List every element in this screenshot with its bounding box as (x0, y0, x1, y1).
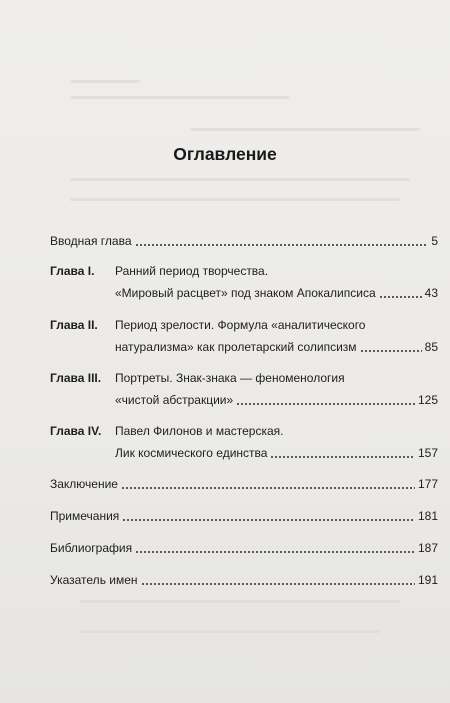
toc-page-number: 125 (417, 393, 438, 407)
toc-entry-chapter-4-cont[interactable] (115, 446, 438, 462)
dot-leader (135, 551, 415, 553)
dot-leader (141, 583, 415, 585)
toc-entry-title: Заключение (50, 477, 118, 491)
toc-page-number: 181 (417, 509, 438, 523)
dot-leader (360, 350, 422, 352)
toc-entry-title-cont: «Мировый расцвет» под знаком Апокалипсиса (115, 286, 376, 300)
toc-entry-chapter-1-cont[interactable] (115, 286, 438, 302)
toc-page-number: 43 (424, 286, 438, 300)
chapter-number: Глава IV. (50, 424, 102, 438)
toc-entry-title-cont: натурализма» как пролетарский солипсизм (115, 340, 357, 354)
toc-entry-notes[interactable] (50, 509, 438, 525)
toc-page-number: 191 (417, 573, 438, 587)
dot-leader (270, 456, 415, 458)
toc-entry-chapter-2[interactable] (50, 318, 438, 334)
toc-entry-title-cont: «чистой абстракции» (115, 393, 234, 407)
toc-page-number: 177 (417, 477, 438, 491)
chapter-number: Глава II. (50, 318, 98, 332)
toc-entry-bibliography[interactable] (50, 541, 438, 557)
toc-entry-title: Период зрелости. Формула «аналитического (115, 318, 366, 332)
toc-page-number: 157 (417, 446, 438, 460)
page-title: Оглавление (173, 144, 277, 164)
toc-entry-title: Портреты. Знак-знака — феноменология (115, 371, 345, 385)
bleed-through-mark (70, 198, 400, 201)
toc-entry-title: Павел Филонов и мастерская. (115, 424, 284, 438)
dot-leader (379, 296, 422, 298)
dot-leader (135, 244, 429, 246)
dot-leader (236, 403, 415, 405)
toc-entry-title: Примечания (50, 509, 120, 523)
bleed-through-mark (70, 178, 410, 181)
bleed-through-mark (190, 128, 420, 131)
toc-entry-chapter-1[interactable] (50, 264, 438, 280)
toc-entry-chapter-3[interactable] (50, 371, 438, 387)
toc-entry-title: Вводная глава (50, 234, 132, 248)
toc-page-number: 85 (424, 340, 438, 354)
toc-page-number: 187 (417, 541, 438, 555)
bleed-through-mark (80, 630, 380, 633)
toc-entry-name-index[interactable] (50, 573, 438, 589)
bleed-through-mark (70, 80, 140, 83)
bleed-through-mark (80, 600, 400, 603)
toc-entry-title-cont: Лик космического единства (115, 446, 268, 460)
toc-entry-title: Указатель имен (50, 573, 138, 587)
chapter-number: Глава I. (50, 264, 95, 278)
dot-leader (122, 519, 415, 521)
toc-entry-chapter-2-cont[interactable] (115, 340, 438, 356)
bleed-through-mark (70, 96, 290, 99)
toc-entry-title: Ранний период творчества. (115, 264, 269, 278)
toc-entry-intro[interactable] (50, 234, 438, 250)
chapter-number: Глава III. (50, 371, 102, 385)
toc-entry-chapter-3-cont[interactable] (115, 393, 438, 409)
dot-leader (121, 487, 415, 489)
toc-page-number: 5 (431, 234, 438, 248)
toc-entry-title: Библиография (50, 541, 133, 555)
toc-entry-conclusion[interactable] (50, 477, 438, 493)
toc-entry-chapter-4[interactable] (50, 424, 438, 440)
